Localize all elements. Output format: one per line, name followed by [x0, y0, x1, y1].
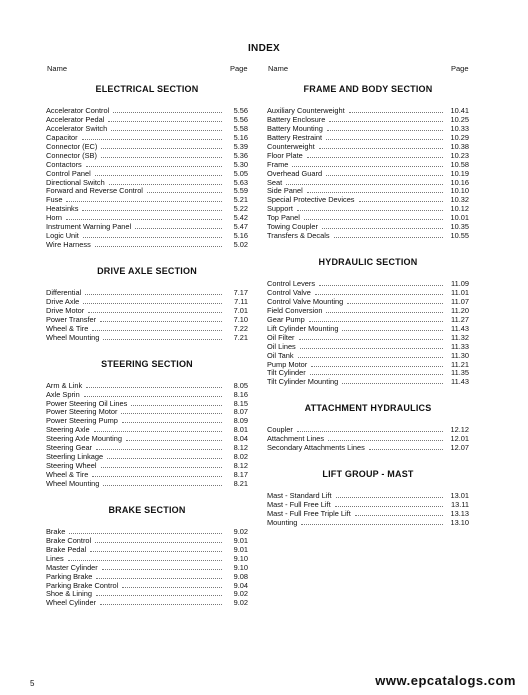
dot-leader	[301, 519, 443, 525]
dot-leader	[126, 435, 222, 441]
dot-leader	[103, 480, 222, 486]
dot-leader	[96, 573, 222, 579]
entry-name: Wheel & Tire	[46, 323, 89, 333]
entry-page: 11.30	[451, 350, 469, 360]
entry-page: 8.21	[233, 478, 248, 488]
dot-leader	[83, 232, 222, 238]
entry-name: Oil Tank	[267, 350, 294, 360]
entry-name: Side Panel	[267, 186, 303, 196]
dot-leader	[297, 426, 443, 432]
entry-name: Differential	[46, 288, 82, 297]
dot-leader	[300, 343, 443, 349]
dot-leader	[109, 179, 222, 185]
entry-page: 10.58	[450, 159, 469, 169]
index-entry	[46, 334, 248, 343]
dot-leader	[108, 116, 222, 122]
dot-leader	[85, 289, 222, 295]
entry-name: Connector (EC)	[46, 141, 98, 151]
dot-leader	[286, 179, 443, 185]
footer-watermark: www.epcatalogs.com	[375, 673, 516, 688]
entry-name: Floor Plate	[267, 150, 303, 160]
section-title: HYDRAULIC SECTION	[318, 257, 418, 268]
index-entry	[267, 232, 469, 241]
dot-leader	[326, 307, 443, 313]
entry-name: Steering Wheel	[46, 461, 97, 471]
index-entry	[267, 444, 469, 453]
entry-name: Auxiliary Counterweight	[267, 106, 345, 115]
entry-page: 10.33	[450, 123, 469, 133]
entry-name: Forward and Reverse Control	[46, 186, 143, 196]
entry-page: 10.41	[450, 106, 469, 115]
dot-leader	[135, 223, 222, 229]
entry-name: Overhead Guard	[267, 168, 323, 178]
entry-page: 8.04	[233, 434, 248, 444]
entry-page: 8.17	[233, 470, 248, 479]
entry-page: 13.10	[450, 517, 469, 527]
entry-name: Mast - Full Free Lift	[267, 500, 331, 510]
entry-name: Battery Restraint	[267, 132, 323, 142]
entry-name: Transfers & Decals	[267, 231, 330, 241]
dot-leader	[96, 444, 222, 450]
dot-leader	[100, 316, 222, 322]
entry-page: 13.13	[450, 509, 469, 518]
dot-leader	[327, 125, 443, 131]
dot-leader	[95, 241, 222, 247]
entry-name: Support	[267, 204, 293, 214]
entry-name: Tilt Cylinder Mounting	[267, 377, 339, 387]
index-entry	[267, 325, 469, 334]
entry-page: 5.16	[233, 231, 248, 241]
dot-leader	[297, 205, 443, 211]
entry-page: 13.11	[451, 500, 469, 510]
section-title: FRAME AND BODY SECTION	[303, 84, 433, 94]
dot-leader	[307, 152, 443, 158]
entry-page: 5.02	[233, 240, 248, 250]
entry-page: 9.02	[233, 526, 248, 536]
entry-page: 7.21	[233, 332, 248, 342]
entry-name: Oil Filter	[267, 332, 295, 342]
entry-name: Drive Axle	[46, 296, 80, 306]
entry-name: Capacitor	[46, 132, 78, 142]
entry-page: 11.43	[451, 323, 469, 333]
entry-page: 5.47	[233, 222, 248, 232]
dot-leader	[96, 590, 222, 596]
entry-page: 11.43	[451, 377, 469, 387]
entry-name: Coupler	[267, 425, 293, 435]
dot-leader	[326, 170, 443, 176]
entry-name: Accelerator Control	[46, 106, 110, 115]
entry-page: 10.32	[450, 195, 469, 205]
index-title: INDEX	[247, 43, 281, 54]
index-entry	[267, 343, 469, 352]
entry-page: 10.29	[450, 132, 469, 142]
entry-name: Mast - Full Free Triple Lift	[267, 509, 351, 518]
left-page-header: Page	[230, 64, 248, 73]
entry-page: 9.10	[233, 553, 248, 563]
entry-name: Instrument Warning Panel	[46, 222, 132, 232]
index-entry	[267, 519, 469, 528]
index-entry	[46, 241, 248, 250]
entry-name: Power Steering Pump	[46, 416, 118, 426]
entry-name: Horn	[46, 213, 63, 223]
section-title: LIFT GROUP - MAST	[322, 469, 414, 480]
entry-page: 7.17	[233, 288, 248, 297]
dot-leader	[113, 107, 222, 113]
dot-leader	[92, 471, 222, 477]
entry-page: 5.05	[233, 168, 248, 178]
dot-leader	[319, 143, 443, 149]
entry-name: Towing Coupler	[267, 222, 318, 232]
dot-leader	[101, 462, 222, 468]
entry-page: 5.16	[233, 132, 248, 142]
entry-name: Special Protective Devices	[267, 195, 355, 205]
entry-name: Tilt Cylinder	[267, 368, 306, 378]
dot-leader	[328, 435, 443, 441]
entry-name: Axle Sprin	[46, 389, 80, 399]
entry-page: 10.12	[450, 204, 469, 214]
dot-leader	[121, 408, 222, 414]
index-entry	[267, 510, 469, 519]
entry-name: Fuse	[46, 195, 63, 205]
entry-name: Master Cylinder	[46, 562, 98, 572]
entry-name: Battery Mounting	[267, 123, 323, 133]
entry-name: Brake Control	[46, 535, 92, 545]
entry-name: Oil Lines	[267, 341, 296, 351]
entry-page: 5.36	[233, 150, 248, 160]
index-entry	[267, 152, 469, 161]
dot-leader	[88, 307, 222, 313]
entry-page: 10.23	[450, 150, 469, 160]
entry-name: Accelerator Switch	[46, 123, 108, 133]
section-title: DRIVE AXLE SECTION	[97, 266, 197, 276]
entry-name: Attachment Lines	[267, 434, 325, 444]
entry-page: 10.10	[450, 186, 469, 196]
entry-name: Lines	[46, 553, 64, 563]
entry-page: 11.01	[451, 288, 469, 297]
entry-name: Steerling Linkage	[46, 452, 104, 462]
dot-leader	[355, 510, 443, 516]
dot-leader	[102, 564, 222, 570]
entry-name: Power Transfer	[46, 314, 97, 324]
entry-name: Wheel & Tire	[46, 470, 89, 479]
entry-name: Parking Brake	[46, 571, 93, 581]
index-entry	[267, 334, 469, 343]
dot-leader	[101, 143, 222, 149]
entry-page: 9.02	[233, 598, 248, 608]
dot-leader	[100, 599, 222, 605]
index-entry	[267, 170, 469, 179]
entry-page: 5.21	[233, 195, 248, 205]
entry-page: 11.27	[451, 314, 469, 324]
entry-page: 9.04	[233, 580, 248, 590]
dot-leader	[86, 161, 222, 167]
entry-name: Steering Axle	[46, 425, 90, 435]
dot-leader	[334, 232, 443, 238]
entry-name: Battery Enclosure	[267, 114, 326, 124]
dot-leader	[336, 492, 444, 498]
dot-leader	[84, 391, 222, 397]
dot-leader	[342, 378, 443, 384]
entry-page: 12.07	[450, 443, 469, 453]
dot-leader	[68, 555, 222, 561]
dot-leader	[131, 400, 222, 406]
entry-page: 10.35	[450, 222, 469, 232]
index-entry	[46, 546, 248, 555]
entry-name: Pump Motor	[267, 359, 308, 369]
entry-name: Counterweight	[267, 141, 315, 151]
entry-name: Control Valve Mounting	[267, 296, 344, 306]
entry-page: 5.39	[233, 141, 248, 151]
right-column	[267, 82, 469, 528]
entry-page: 9.10	[233, 562, 248, 572]
entry-page: 5.30	[233, 159, 248, 169]
entry-page: 11.21	[451, 359, 469, 369]
entry-page: 8.07	[233, 407, 248, 417]
dot-leader	[292, 161, 443, 167]
entry-name: Wire Harness	[46, 240, 91, 250]
entry-page: 8.01	[233, 425, 248, 435]
entry-name: Control Panel	[46, 168, 91, 178]
dot-leader	[122, 582, 222, 588]
section-title: BRAKE SECTION	[108, 504, 186, 515]
entry-name: Secondary Attachments Lines	[267, 443, 365, 453]
entry-page: 8.12	[233, 443, 248, 453]
dot-leader	[82, 205, 222, 211]
entry-name: Control Valve	[267, 288, 311, 297]
entry-name: Frame	[267, 159, 289, 169]
dot-leader	[309, 316, 443, 322]
dot-leader	[122, 417, 222, 423]
entry-page: 10.25	[450, 114, 469, 124]
entry-name: Wheel Cylinder	[46, 598, 97, 608]
dot-leader	[310, 369, 443, 375]
dot-leader	[311, 361, 443, 367]
entry-name: Directional Switch	[46, 177, 105, 187]
entry-page: 5.59	[233, 186, 248, 196]
entry-page: 8.12	[233, 461, 248, 471]
dot-leader	[69, 528, 222, 534]
entry-page: 11.33	[451, 341, 469, 351]
entry-page: 7.10	[233, 314, 248, 324]
dot-leader	[369, 444, 443, 450]
right-page-header: Page	[451, 64, 469, 73]
index-entry	[46, 599, 248, 608]
entry-name: Heatsinks	[46, 204, 79, 214]
dot-leader	[147, 187, 222, 193]
entry-page: 10.19	[450, 168, 469, 178]
dot-leader	[111, 125, 222, 131]
index-entry	[46, 205, 248, 214]
dot-leader	[82, 134, 222, 140]
entry-page: 5.63	[233, 177, 248, 187]
entry-name: Parking Brake Control	[46, 580, 119, 590]
entry-name: Shoe & Lining	[46, 589, 93, 599]
dot-leader	[86, 382, 222, 388]
dot-leader	[94, 426, 222, 432]
dot-leader	[315, 289, 443, 295]
index-entry	[267, 378, 469, 387]
dot-leader	[92, 325, 222, 331]
entry-page: 11.09	[451, 279, 469, 289]
dot-leader	[319, 280, 443, 286]
entry-page: 5.56	[233, 106, 248, 115]
entry-page: 8.02	[233, 452, 248, 462]
entry-name: Arm & Link	[46, 380, 83, 390]
index-entry	[46, 187, 248, 196]
dot-leader	[307, 187, 443, 193]
entry-page: 8.05	[233, 380, 248, 390]
dot-leader	[326, 134, 443, 140]
entry-name: Mast - Standard Lift	[267, 491, 332, 501]
entry-page: 10.01	[450, 213, 469, 223]
dot-leader	[107, 453, 222, 459]
entry-name: Brake Pedal	[46, 544, 87, 554]
entry-name: Control Levers	[267, 279, 316, 289]
entry-page: 11.32	[451, 332, 469, 342]
dot-leader	[298, 352, 443, 358]
entry-page: 7.01	[233, 305, 248, 315]
dot-leader	[101, 152, 222, 158]
index-entry	[46, 480, 248, 489]
entry-name: Seat	[267, 177, 283, 187]
entry-page: 9.02	[233, 589, 248, 599]
dot-leader	[95, 537, 222, 543]
entry-page: 11.35	[451, 368, 469, 378]
entry-page: 10.55	[450, 231, 469, 241]
dot-leader	[66, 196, 222, 202]
dot-leader	[322, 223, 443, 229]
section-title: ELECTRICAL SECTION	[95, 84, 199, 94]
entry-name: Contactors	[46, 159, 82, 169]
entry-page: 5.42	[233, 213, 248, 223]
entry-page: 7.22	[233, 323, 248, 333]
dot-leader	[90, 546, 222, 552]
entry-name: Wheel Mounting	[46, 478, 100, 488]
page-number: 5	[30, 679, 35, 688]
dot-leader	[103, 334, 222, 340]
entry-page: 10.16	[450, 177, 469, 187]
entry-name: Steering Gear	[46, 443, 93, 453]
entry-page: 8.15	[233, 398, 248, 408]
entry-page: 12.01	[450, 434, 469, 444]
right-name-header: Name	[268, 64, 289, 73]
section-title: ATTACHMENT HYDRAULICS	[304, 403, 432, 414]
entry-page: 7.11	[234, 296, 248, 306]
entry-name: Connector (SB)	[46, 150, 97, 160]
entry-page: 12.12	[450, 425, 469, 435]
entry-name: Drive Motor	[46, 305, 85, 315]
entry-page: 5.22	[233, 204, 248, 214]
entry-page: 8.09	[233, 416, 248, 426]
dot-leader	[335, 501, 443, 507]
entry-page: 9.01	[233, 544, 248, 554]
left-column	[46, 82, 248, 608]
entry-name: Brake	[46, 526, 66, 536]
entry-page: 5.58	[233, 123, 248, 133]
entry-name: Lift Cylinder Mounting	[267, 323, 339, 333]
entry-page: 11.07	[451, 296, 469, 306]
entry-page: 9.08	[233, 571, 248, 581]
index-entry	[267, 196, 469, 205]
entry-name: Accelerator Pedal	[46, 114, 105, 124]
entry-name: Logic Unit	[46, 231, 79, 241]
entry-name: Steering Axle Mounting	[46, 434, 123, 444]
dot-leader	[299, 334, 443, 340]
entry-name: Power Steering Motor	[46, 407, 118, 417]
entry-name: Field Conversion	[267, 305, 323, 315]
dot-leader	[95, 170, 222, 176]
entry-page: 9.01	[233, 535, 248, 545]
entry-name: Top Panel	[267, 213, 300, 223]
dot-leader	[329, 116, 443, 122]
dot-leader	[304, 214, 443, 220]
dot-leader	[349, 107, 443, 113]
dot-leader	[347, 298, 443, 304]
entry-page: 8.16	[233, 389, 248, 399]
entry-name: Mounting	[267, 517, 298, 527]
left-name-header: Name	[47, 64, 68, 73]
entry-page: 5.56	[233, 114, 248, 124]
section-title: STEERING SECTION	[101, 358, 193, 369]
entry-page: 11.20	[451, 305, 469, 315]
dot-leader	[342, 325, 443, 331]
entry-page: 10.38	[450, 141, 469, 151]
dot-leader	[66, 214, 222, 220]
dot-leader	[83, 298, 222, 304]
entry-name: Wheel Mounting	[46, 332, 100, 342]
entry-name: Power Steering Oil Lines	[46, 398, 128, 408]
entry-name: Gear Pump	[267, 314, 305, 324]
entry-page: 13.01	[450, 491, 469, 501]
dot-leader	[359, 196, 444, 202]
